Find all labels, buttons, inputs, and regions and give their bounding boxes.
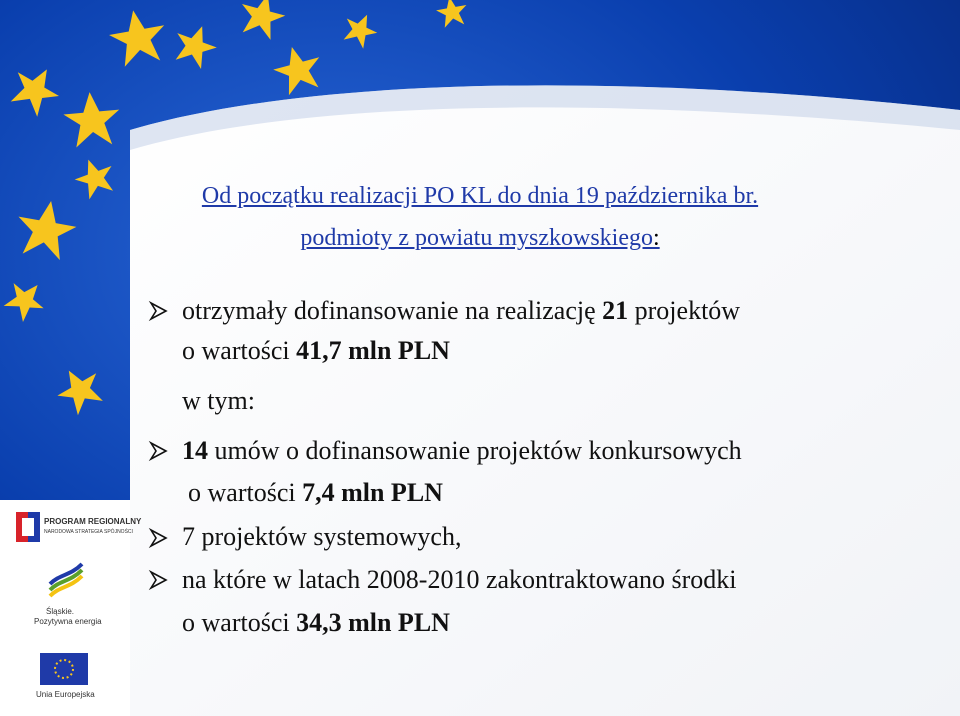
arrow-bullet-icon [148, 527, 170, 549]
item-4: na które w latach 2008-2010 zakontraktowano środki [182, 565, 737, 594]
heading-colon: : [652, 225, 660, 251]
arrow-bullet-icon [148, 440, 170, 462]
item-1-cont: o wartości 41,7 mln PLN [182, 336, 450, 365]
item-4-cont: o wartości 34,3 mln PLN [182, 608, 450, 637]
program-regionalny-logo [16, 512, 42, 542]
slaskie-name: Śląskie. [46, 607, 75, 616]
arrow-bullet-icon [148, 300, 170, 322]
program-subtitle: NARODOWA STRATEGIA SPÓJNOŚCI [44, 529, 133, 535]
heading-line-2 [0, 224, 960, 252]
item-w-tym: w tym: [182, 386, 255, 415]
arrow-bullet-icon [148, 569, 170, 591]
slaskie-logo [46, 562, 86, 602]
item-3: 7 projektów systemowych, [182, 522, 462, 551]
eu-label: Unia Europejska [36, 690, 95, 699]
item-1: otrzymały dofinansowanie na realizację 21 projektów [182, 296, 741, 325]
heading-line-2-text: podmioty z powiatu myszkowskiego [300, 225, 653, 251]
eu-flag-icon [40, 653, 88, 685]
heading-line-1: Od początku realizacji PO KL do dnia 19 października br. [201, 183, 759, 209]
item-2: 14 umów o dofinansowanie projektów konkursowych [182, 436, 742, 465]
program-title: PROGRAM REGIONALNY [44, 517, 142, 526]
item-2-cont: o wartości 7,4 mln PLN [188, 478, 443, 507]
logos-panel [0, 500, 142, 716]
slaskie-tagline: Pozytywna energia [34, 617, 102, 626]
